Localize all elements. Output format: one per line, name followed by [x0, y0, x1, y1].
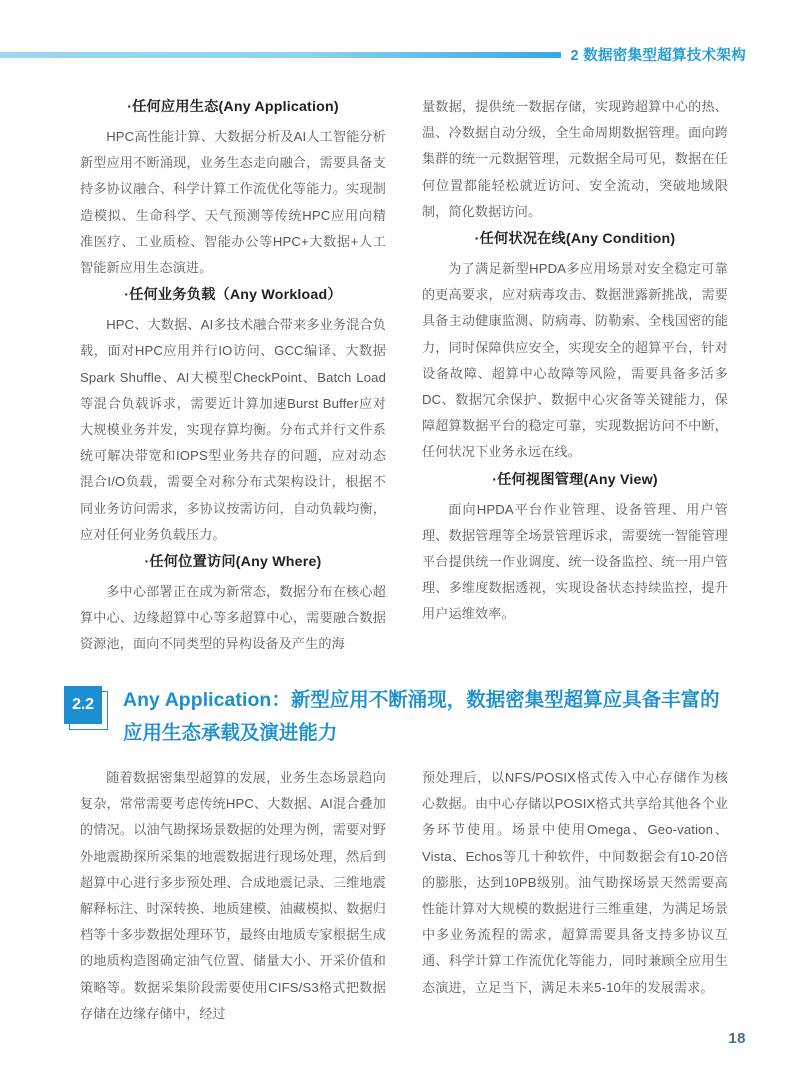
section-title: Any Application：新型应用不断涌现，数据密集型超算应具备丰富的应用生态承载及演进能力	[123, 689, 720, 744]
upper-left-column	[80, 94, 386, 658]
paragraph-section-22-left: 随着数据密集型超算的发展，业务生态场景趋向复杂，常常需要考虑传统HPC、大数据、AI混合叠加的情况。以油气勘探场景数据的处理为例，需要对野外地震勘探所采集的地震数据进行现场处理，然后到超算中心进行多步预处理、合成地震记录、三维地震解释标注、时深转换、地质建模、油藏模拟、数据归档等十多步数据处理环节，最终由地质专家根据生成的地质构造图确定油气位置、储量大小、开采价值和策略等。数据采集阶段需要使用CIFS/S3格式把数据存储在边缘存储中，经过	[80, 770, 386, 1021]
paragraph-any-where: 多中心部署正在成为新常态，数据分布在核心超算中心、边缘超算中心等多超算中心，需要融合数据资源池，面向不同类型的异构设备及产生的海	[80, 584, 386, 652]
header-chapter-title: 2 数据密集型超算技术架构	[570, 47, 746, 64]
paragraph-any-workload: HPC、大数据、AI多技术融合带来多业务混合负载，面对HPC应用并行IO访问、GCC编译、大数据Spark Shuffle、AI大模型CheckPoint、Batch Load等混合负载诉求，需要近计算加速Burst Buffer应对大规模业务并发，实现存算均衡。分布式并行文件系统可解决带宽和IOPS型业务共存的问题，应对动态混合I/O负载，需要全对称分布式架构设计，根据不同业务访问需求，多协议按需访问，自动负载均衡，应对任何业务负载压力。	[80, 317, 386, 542]
lower-left-column	[80, 765, 386, 1027]
page-number: 18	[728, 1030, 746, 1047]
section-heading-block	[64, 684, 728, 750]
paragraph-any-condition: 为了满足新型HPDA多应用场景对安全稳定可靠的更高要求，应对病毒攻击、数据泄露新挑战，需要具备主动健康监测、防病毒、防勒索、全栈国密的能力，同时保障供应安全，实现安全的超算平台，针对设备故障、超算中心故障等风险，需要具备多活多DC、数据冗余保护、数据中心灾备等关键能力，保障超算数据平台的稳定可靠，实现数据访问不中断，任何状况下业务永远在线。	[422, 261, 728, 460]
section-number-label: 2.2	[64, 686, 102, 724]
subheading-any-workload: ·任何业务负载（Any Workload）	[124, 287, 342, 304]
upper-column-area	[80, 94, 728, 658]
subheading-any-view: ·任何视图管理(Any View)	[492, 471, 658, 488]
subheading-any-condition: ·任何状况在线(Any Condition)	[474, 231, 676, 248]
section-number-badge	[64, 686, 110, 732]
page-header	[0, 40, 793, 68]
subheading-any-application: ·任何应用生态(Any Application)	[127, 99, 339, 115]
lower-column-area	[80, 765, 728, 1027]
paragraph-section-22-right: 预处理后，以NFS/POSIX格式传入中心存储作为核心数据。由中心存储以POSIX格式共享给其他各个业务环节使用。场景中使用Omega、Geo-vation、Vista、Echos等几十种软件，中间数据会有10-20倍的膨胀，达到10PB级别。油气勘探场景天然需要高性能计算对大规模的数据进行三维重建，为满足场景中多业务流程的需求，超算需要具备支持多协议互通、科学计算工作流优化等能力，同时兼顾全应用生态演进，立足当下，满足未来5-10年的发展需求。	[422, 770, 728, 995]
upper-right-column	[422, 94, 728, 658]
subheading-any-where: ·任何位置访问(Any Where)	[144, 554, 322, 571]
paragraph-any-where-continued: 量数据，提供统一数据存储，实现跨超算中心的热、温、冷数据自动分级，全生命周期数据管理。面向跨集群的统一元数据管理，元数据全局可见，数据在任何位置都能轻松就近访问、安全流动，突破地域限制，简化数据访问。	[422, 99, 728, 219]
header-rule-decoration	[0, 52, 561, 58]
paragraph-any-application: HPC高性能计算、大数据分析及AI人工智能分析新型应用不断涌现，业务生态走向融合，需要具备支持多协议融合、科学计算工作流优化等能力。实现制造模拟、生命科学、天气预测等传统HPC应用向精准医疗、工业质检、智能办公等HPC+大数据+人工智能新应用生态演进。	[80, 129, 386, 276]
lower-right-column	[422, 765, 728, 1027]
paragraph-any-view: 面向HPDA平台作业管理、设备管理、用户管理、数据管理等全场景管理诉求，需要统一智能管理平台提供统一作业调度、统一设备监控、统一用户管理、多维度数据透视，实现设备状态持续监控，提升用户运维效率。	[422, 501, 728, 622]
